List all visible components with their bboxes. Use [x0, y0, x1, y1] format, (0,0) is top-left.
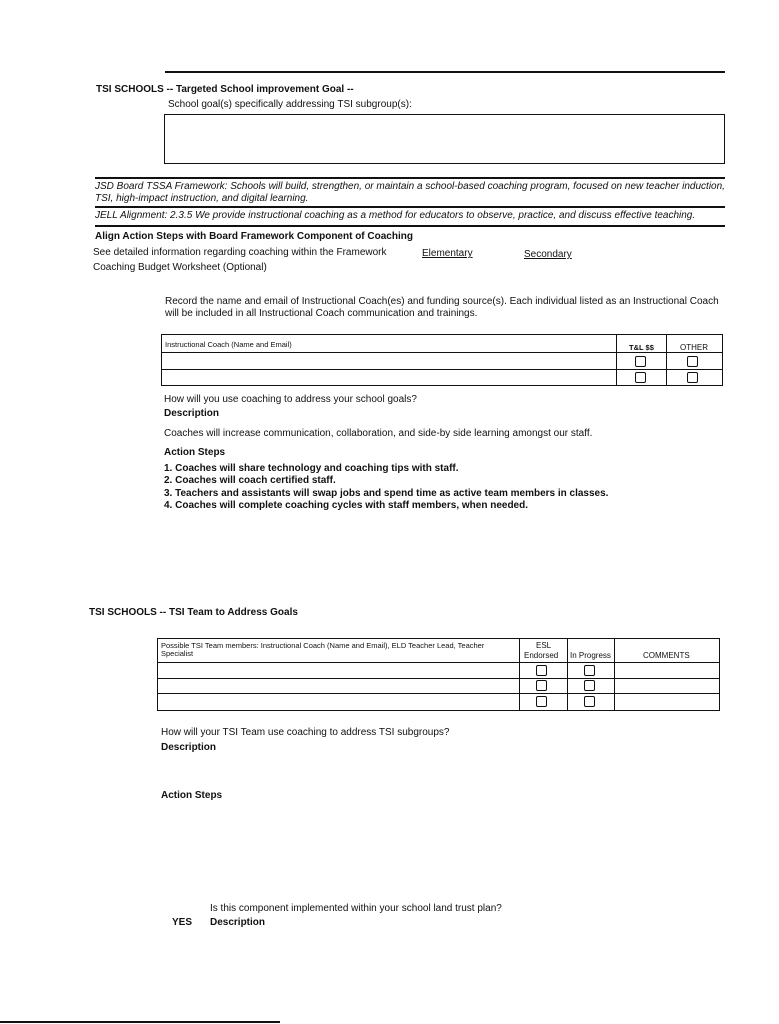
coaching-question: How will you use coaching to address your school goals? [164, 394, 417, 405]
in-progress-checkbox[interactable] [584, 665, 595, 676]
team-col-esl-1: ESL [536, 641, 552, 650]
team-col-members-2: Specialist [161, 649, 194, 658]
bottom-scan-line [0, 1021, 280, 1023]
coach-col-name: Instructional Coach (Name and Email) [165, 340, 292, 349]
esl-checkbox[interactable] [536, 696, 547, 707]
top-rule [165, 71, 725, 73]
team-col-progress: In Progress [570, 651, 611, 660]
tsi-goal-heading: TSI SCHOOLS -- Targeted School improvement Goal -- [96, 84, 354, 95]
tsi-team-question: How will your TSI Team use coaching to address TSI subgroups? [161, 727, 450, 738]
tsi-team-heading: TSI SCHOOLS -- TSI Team to Address Goals [89, 607, 298, 618]
coach-instruction-1: Record the name and email of Instructional Coach(es) and funding source(s). Each individual listed as an Instructional Coach [165, 296, 719, 307]
action-step-item: 4. Coaches will complete coaching cycles with staff members, when needed. [164, 500, 529, 511]
tsi-description-label: Description [161, 742, 217, 753]
land-trust-question: Is this component implemented within your school land trust plan? [210, 903, 502, 914]
action-step-item: 3. Teachers and assistants will swap jobs and spend time as active team members in classes. [164, 488, 609, 499]
framework-mid-rule [95, 206, 725, 208]
coach-instruction-2: will be included in all Instructional Coach communication and trainings. [165, 308, 478, 319]
action-steps-label: Action Steps [164, 447, 226, 458]
description-text: Coaches will increase communication, collaboration, and side-by side learning amongst our staff. [164, 428, 593, 439]
team-col-esl-2: Endorsed [524, 651, 559, 660]
framework-top-rule [95, 177, 725, 179]
school-goal-label: School goal(s) specifically addressing TSI subgroup(s): [168, 99, 412, 110]
in-progress-checkbox[interactable] [584, 696, 595, 707]
esl-checkbox[interactable] [536, 665, 547, 676]
see-detail-text: See detailed information regarding coaching within the Framework [93, 247, 387, 258]
tsi-action-steps-label: Action Steps [161, 790, 223, 801]
yes-label: YES [172, 917, 193, 928]
tl-checkbox[interactable] [635, 372, 646, 383]
tl-checkbox[interactable] [635, 356, 646, 367]
team-col-comments: COMMENTS [643, 651, 690, 660]
align-heading: Align Action Steps with Board Framework Component of Coaching [95, 231, 413, 242]
in-progress-checkbox[interactable] [584, 680, 595, 691]
other-checkbox[interactable] [687, 356, 698, 367]
land-trust-description-label: Description [210, 917, 266, 928]
action-step-item: 1. Coaches will share technology and coaching tips with staff. [164, 463, 459, 474]
coach-col-tl: T&L $$ [629, 343, 654, 352]
coach-col-other: OTHER [680, 343, 708, 352]
budget-worksheet-text: Coaching Budget Worksheet (Optional) [93, 262, 267, 273]
jell-alignment-text: JELL Alignment: 2.3.5 We provide instructional coaching as a method for educators to observe, practice, and discuss effective teaching. [95, 210, 696, 221]
school-goal-input[interactable] [164, 114, 725, 164]
jsd-framework-text-1: JSD Board TSSA Framework: Schools will build, strengthen, or maintain a school-based coaching program, focused on new teacher induction, [95, 181, 725, 192]
team-col-members-1: Possible TSI Team members: Instructional Coach (Name and Email), ELD Teacher Lead, Teacher [161, 641, 485, 650]
action-step-item: 2. Coaches will coach certified staff. [164, 475, 336, 486]
description-label: Description [164, 408, 220, 419]
tsi-team-table [157, 638, 720, 711]
coach-table [161, 334, 723, 386]
other-checkbox[interactable] [687, 372, 698, 383]
secondary-link[interactable]: Secondary [524, 249, 572, 260]
jsd-framework-text-2: TSI, high-impact instruction, and digital learning. [95, 193, 309, 204]
esl-checkbox[interactable] [536, 680, 547, 691]
elementary-link[interactable]: Elementary [422, 248, 473, 259]
framework-bottom-rule [95, 225, 725, 227]
